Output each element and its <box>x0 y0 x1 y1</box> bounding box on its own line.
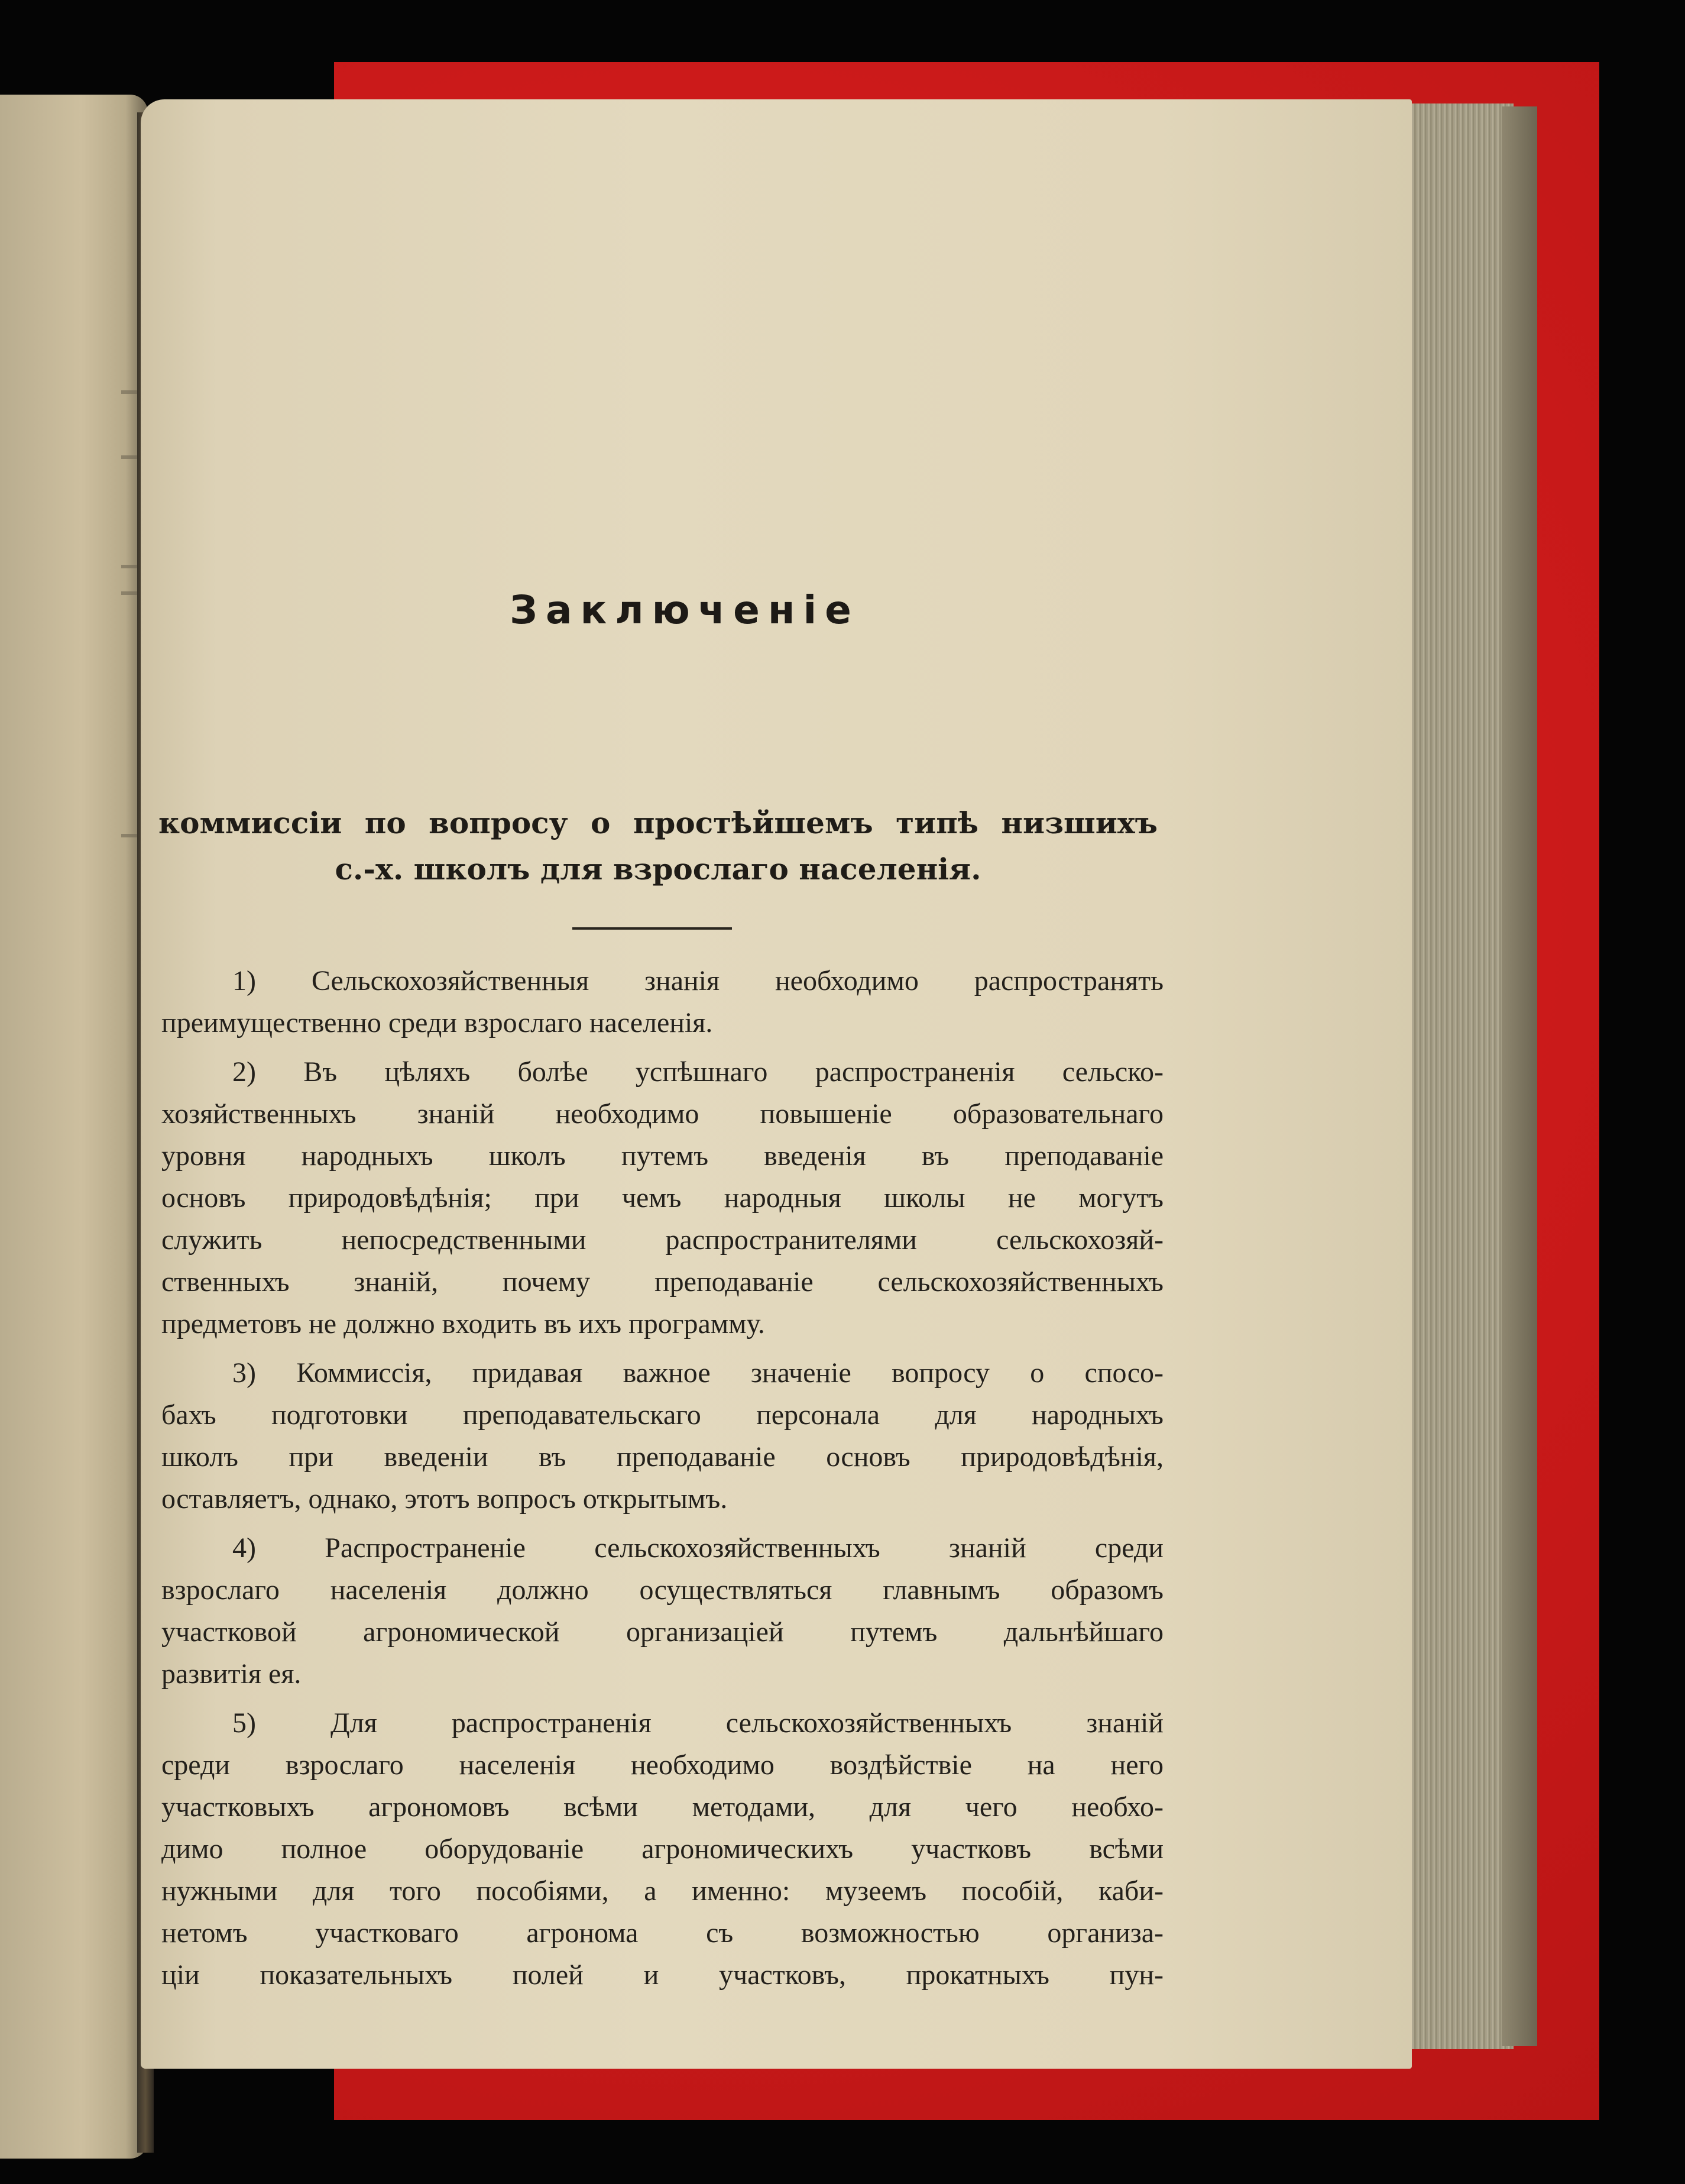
text-line: развитія ея. <box>161 1658 302 1690</box>
text-line: 4) Распространеніе сельскохозяйственныхъ знаній среди <box>232 1532 1164 1564</box>
paragraph-2 <box>161 1051 1164 1345</box>
text-line: преимущественно среди взрослаго населенія. <box>161 1007 713 1038</box>
text-line: 1) Сельскохозяйственныя знанія необходимо распространять <box>232 965 1164 996</box>
text-line: предметовъ не должно входить въ ихъ программу. <box>161 1308 765 1339</box>
text-line: основъ природовѣдѣнія; при чемъ народныя школы не могутъ <box>161 1182 1164 1214</box>
divider-rule <box>572 927 732 930</box>
text-line: взрослаго населенія должно осуществляться главнымъ образомъ <box>161 1574 1164 1606</box>
left-page-text-fragment <box>121 591 139 595</box>
paragraph-5 <box>161 1702 1164 1996</box>
left-page-text-fragment <box>121 455 139 459</box>
text-line: среди взрослаго населенія необходимо воздѣйствіе на него <box>161 1749 1164 1781</box>
page-block-edges <box>1395 103 1514 2049</box>
text-line: ственныхъ знаній, почему преподаваніе сельскохозяйственныхъ <box>161 1266 1164 1298</box>
left-page-text-fragment <box>121 390 139 394</box>
subtitle-line-2: с.-х. школъ для взрослаго населенія. <box>335 852 981 886</box>
text-line: 3) Коммиссія, придавая важное значеніе вопросу о спосо- <box>232 1357 1164 1389</box>
text-line: уровня народныхъ школъ путемъ введенія въ преподаваніе <box>161 1140 1164 1172</box>
left-page-text-fragment <box>121 834 139 837</box>
text-line: оставляетъ, однако, этотъ вопросъ открытымъ. <box>161 1483 728 1515</box>
paragraph-3 <box>161 1352 1164 1520</box>
page-heading: Заключеніе <box>510 587 860 633</box>
page-subtitle <box>158 800 1158 892</box>
text-line: школъ при введеніи въ преподаваніе основъ природовѣдѣнія, <box>161 1441 1164 1473</box>
book-page <box>141 99 1412 2069</box>
text-line: 2) Въ цѣляхъ болѣе успѣшнаго распространенія сельско- <box>232 1056 1164 1088</box>
page-edge-shadow <box>1502 106 1537 2046</box>
text-line: 5) Для распространенія сельскохозяйственныхъ знаній <box>232 1707 1164 1739</box>
text-line: хозяйственныхъ знаній необходимо повышеніе образовательнаго <box>161 1098 1164 1130</box>
text-line: служить непосредственными распространителями сельскохозяй- <box>161 1224 1164 1256</box>
text-line: димо полное оборудованіе агрономическихъ участковъ всѣми <box>161 1833 1164 1865</box>
previous-page <box>0 95 148 2159</box>
subtitle-line-1: коммиссіи по вопросу о простѣйшемъ типѣ низшихъ <box>158 805 1158 840</box>
text-line: нужными для того пособіями, а именно: музеемъ пособій, каби- <box>161 1875 1164 1907</box>
text-line: ціи показательныхъ полей и участковъ, прокатныхъ пун- <box>161 1959 1164 1991</box>
text-line: бахъ подготовки преподавательскаго персонала для народныхъ <box>161 1399 1164 1431</box>
left-page-text-fragment <box>121 565 139 568</box>
paragraph-4 <box>161 1527 1164 1695</box>
text-line: участковой агрономической организаціей путемъ дальнѣйшаго <box>161 1616 1164 1648</box>
text-line: участковыхъ агрономовъ всѣми методами, для чего необхо- <box>161 1791 1164 1823</box>
text-line: нетомъ участковаго агронома съ возможностью организа- <box>161 1917 1164 1949</box>
paragraph-1 <box>161 960 1164 1044</box>
body-text <box>161 960 1164 2003</box>
